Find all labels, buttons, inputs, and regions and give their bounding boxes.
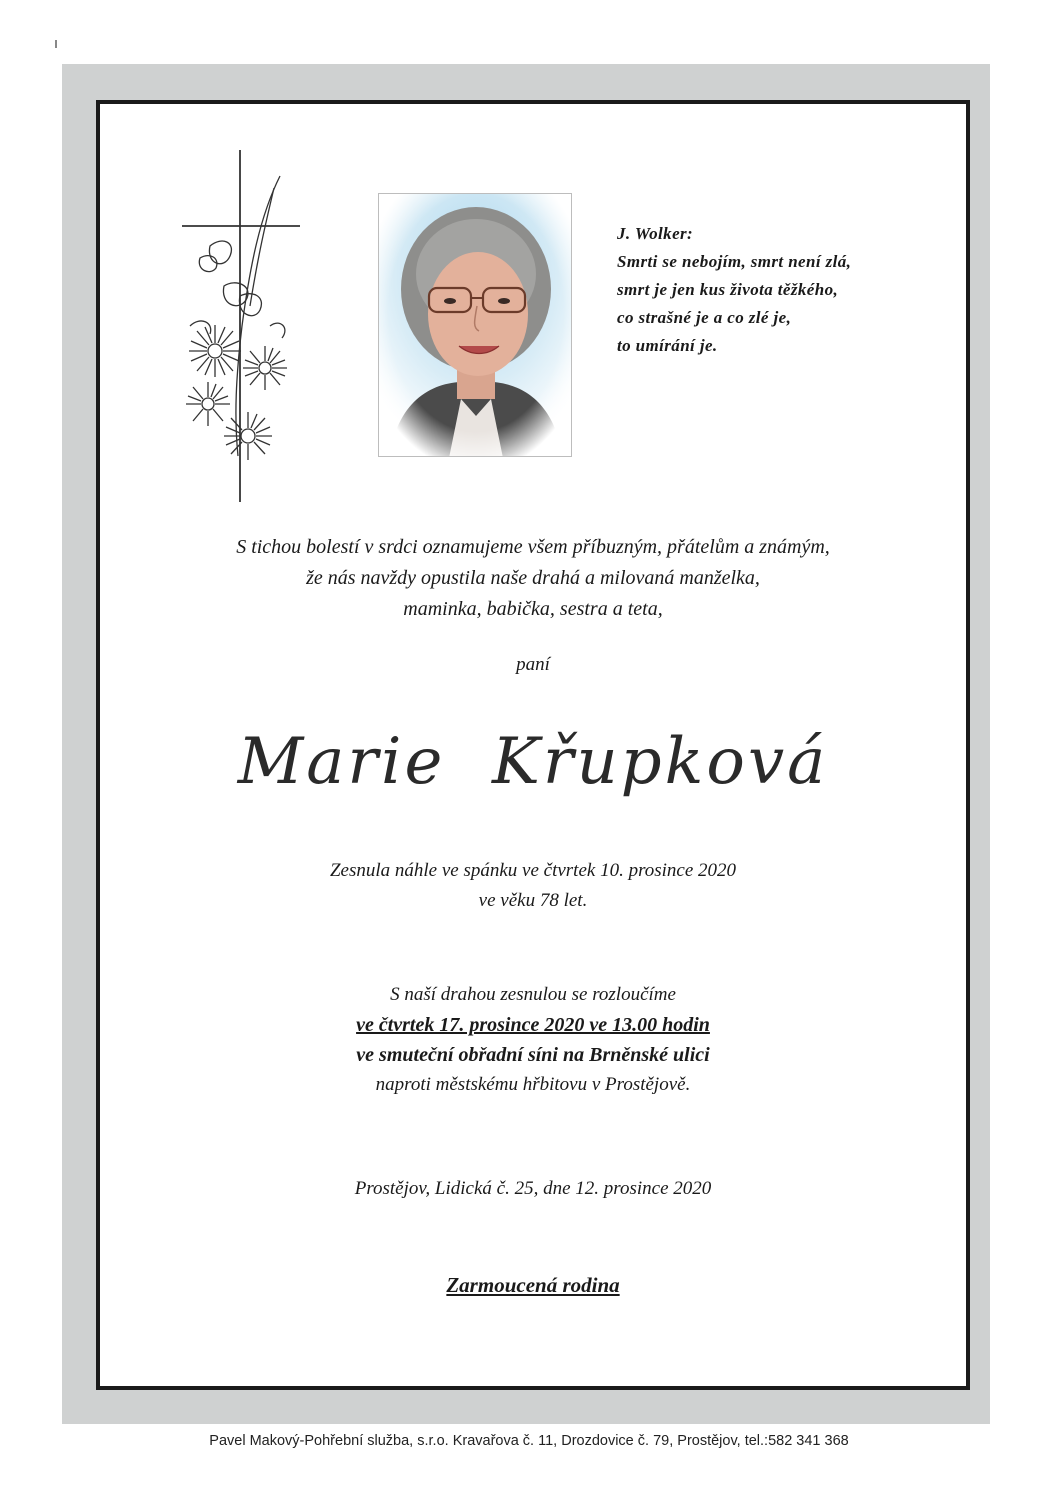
announcement-intro: [100, 532, 966, 625]
deceased-name: Marie Křupková: [237, 725, 829, 799]
death-line: ve věku 78 let.: [478, 890, 588, 911]
quote-line: Smrti se nebojím, smrt není zlá,: [617, 252, 852, 271]
funeral-details: [100, 980, 966, 1100]
cross-with-flowers-icon: [170, 146, 300, 506]
funeral-service-footer: Pavel Makový-Pohřební služba, s.r.o. Kravařova č. 11, Drozdovice č. 79, Prostějov, tel.:582 341 368: [209, 1433, 849, 1449]
place-and-date: Prostějov, Lidická č. 25, dne 12. prosince 2020: [354, 1178, 712, 1199]
quote-line: smrt je jen kus života těžkého,: [617, 280, 839, 299]
funeral-intro: S naší drahou zesnulou se rozloučíme: [390, 984, 676, 1005]
quote-author: J. Wolker:: [617, 224, 694, 243]
title-word: paní: [516, 654, 550, 675]
funeral-location-detail: naproti městskému hřbitovu v Prostějově.: [375, 1074, 691, 1095]
scan-mark: [55, 40, 57, 48]
quote-line: co strašné je a co zlé je,: [617, 308, 792, 327]
intro-line: S tichou bolestí v srdci oznamujeme všem příbuzným, přátelům a známým,: [236, 536, 830, 558]
portrait-photo: [378, 193, 572, 457]
signature: Zarmoucená rodina: [446, 1273, 620, 1297]
funeral-place: ve smuteční obřadní síni na Brněnské ulici: [356, 1044, 710, 1066]
intro-line: že nás navždy opustila naše drahá a milovaná manželka,: [306, 567, 760, 589]
quote-line: to umírání je.: [617, 336, 718, 355]
death-details: [100, 856, 966, 916]
death-line: Zesnula náhle ve spánku ve čtvrtek 10. prosince 2020: [329, 860, 737, 881]
portrait-illustration: [379, 194, 572, 457]
funeral-datetime: ve čtvrtek 17. prosince 2020 ve 13.00 hodin: [356, 1014, 710, 1036]
intro-line: maminka, babička, sestra a teta,: [403, 598, 663, 620]
poem-quote: [617, 220, 937, 360]
